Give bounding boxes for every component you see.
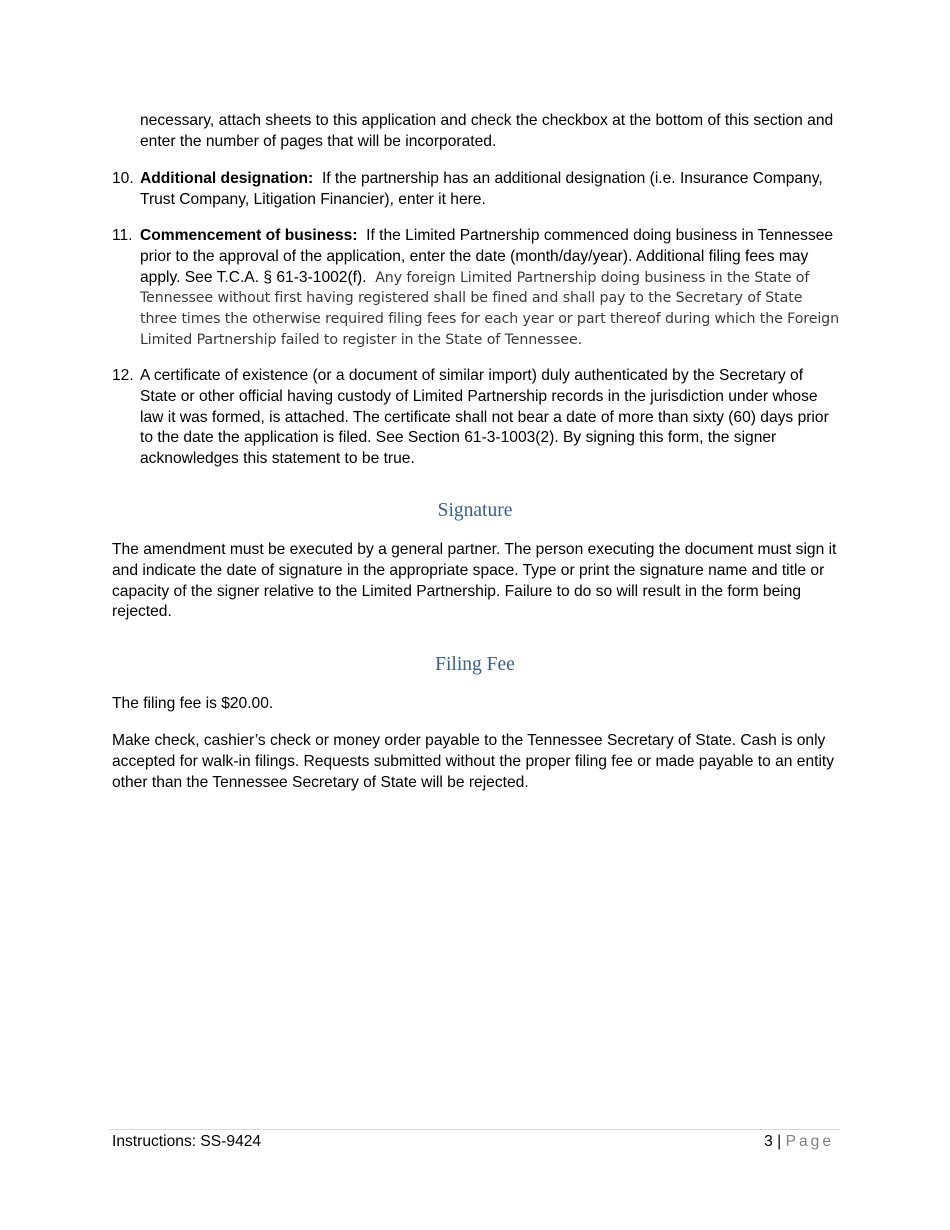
list-item-text: A certificate of existence (or a document of similar import) duly authenticated by the Secretary of State or other official having custody of Limited Partnership records in the jurisdiction under whose law it was formed, is attached. The certificate shall not bear a date of more than sixty (60) days prior to the date the application is filed. See Section 61-3-1003(2). By signing this form, the signer acknowledges this statement to be true. (140, 367, 829, 468)
list-item-11 (112, 226, 840, 351)
list-item-title: Commencement of business: (140, 227, 358, 244)
footer-page-indicator (764, 1132, 834, 1153)
filing-fee-heading: Filing Fee (435, 654, 515, 675)
list-item-text: If the partnership has an additional designation (i.e. Insurance Company, Trust Company, Litigation Financier), enter it here. (140, 170, 823, 208)
list-item-12 (112, 366, 840, 470)
list-item-body (140, 366, 840, 470)
list-item-number: 11. (112, 227, 133, 244)
footer-form-id: Instructions: SS-9424 (112, 1133, 262, 1150)
signature-heading: Signature (437, 500, 513, 521)
list-item-title: Additional designation: (140, 170, 314, 187)
page-label: Page (785, 1133, 834, 1150)
list-item-text: If the Limited Partnership commenced doing business in Tennessee prior to the approval of the application, enter the date (month/day/year). Additional filing fees may apply. See T.C.A. § 61-3-1002(f). (140, 227, 834, 286)
filing-fee-amount: The filing fee is $20.00. (112, 695, 274, 712)
list-item-body (140, 226, 840, 351)
list-item-10 (112, 169, 840, 211)
list-item-note: Any foreign Limited Partnership doing business in the State of Tennessee without first having registered shall be fined and shall pay to the Secretary of State three times the otherwise required filing fees for each year or part thereof during which the Foreign Limited Partnership failed to register in the State of Tennessee. (140, 269, 839, 348)
continuation-paragraph: necessary, attach sheets to this application and check the checkbox at the bottom of this section and enter the number of pages that will be incorporated. (140, 112, 834, 150)
list-item-body (140, 169, 840, 211)
list-item-number: 10. (112, 170, 134, 187)
page-number: 3 (764, 1133, 773, 1150)
page-separator: | (777, 1133, 782, 1150)
footer-divider (110, 1129, 840, 1130)
payment-instructions: Make check, cashier’s check or money order payable to the Tennessee Secretary of State. Cash is only accepted for walk-in filings. Requests submitted without the proper filing fee or made payable to an entity other than the Tennessee Secretary of State will be rejected. (112, 732, 835, 791)
signature-paragraph: The amendment must be executed by a general partner. The person executing the document must sign it and indicate the date of signature in the appropriate space. Type or print the signature name and title or capacity of the signer relative to the Limited Partnership. Failure to do so will result in the form being rejected. (112, 541, 837, 621)
list-item-number: 12. (112, 367, 134, 384)
